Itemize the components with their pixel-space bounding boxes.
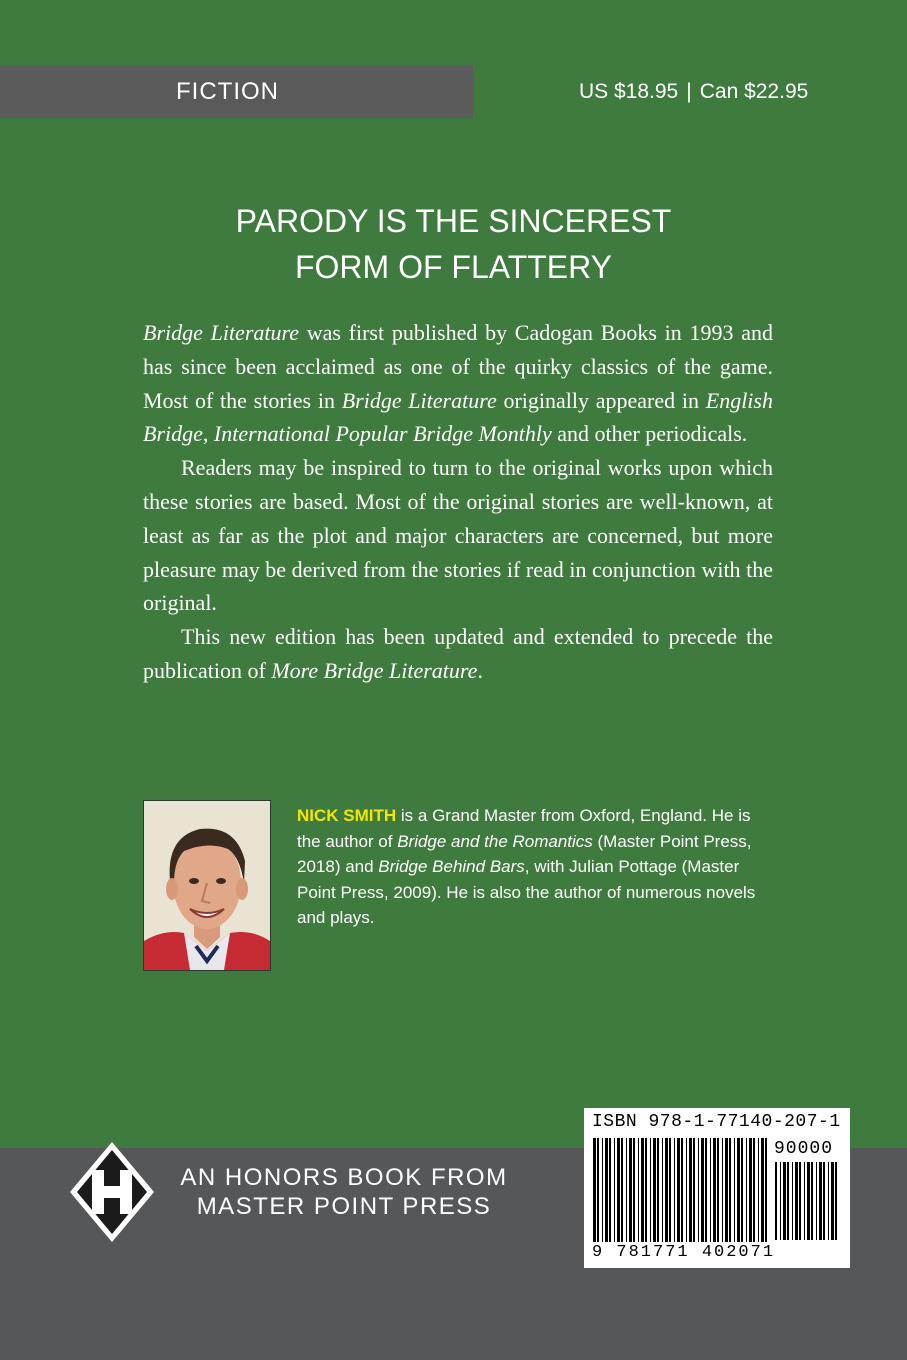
author-photo bbox=[143, 800, 271, 971]
book-title-ref: More Bridge Literature bbox=[271, 657, 478, 683]
periodical-ref: International Popular Bridge Monthly bbox=[213, 421, 552, 447]
blurb-paragraph-2: Readers may be inspired to turn to the original works upon which these stories are based. Most of the original stories are well-known, at least as far as the plot and major characters are concerned, but more pleasure may be derived from the stories if read in conjunction with the original. bbox=[143, 455, 773, 616]
isbn-number: ISBN 978-1-77140-207-1 bbox=[592, 1112, 841, 1132]
author-name: NICK SMITH bbox=[297, 806, 397, 825]
price-line bbox=[579, 80, 808, 104]
book-title-ref: Bridge Behind Bars bbox=[378, 857, 525, 876]
price-us: US $18.95 bbox=[579, 80, 679, 103]
publisher-line-2: MASTER POINT PRESS bbox=[196, 1193, 492, 1220]
honors-logo-icon bbox=[70, 1142, 154, 1242]
headline bbox=[0, 198, 907, 290]
publisher-line-1: AN HONORS BOOK FROM bbox=[180, 1164, 508, 1191]
price-separator: | bbox=[686, 80, 692, 103]
isbn-barcode bbox=[584, 1108, 850, 1268]
addon-code: 90000 bbox=[774, 1139, 834, 1159]
book-title-ref: Bridge Literature bbox=[341, 387, 497, 413]
publisher-credit bbox=[166, 1163, 522, 1221]
periodical-ref: English Bridge bbox=[143, 387, 773, 447]
book-title-ref: Bridge Literature bbox=[143, 320, 300, 345]
book-title-ref: Bridge and the Romantics bbox=[397, 831, 593, 851]
author-portrait-image bbox=[144, 801, 270, 970]
headline-line-1: PARODY IS THE SINCEREST bbox=[235, 203, 672, 239]
ean-barcode-bars bbox=[592, 1138, 768, 1242]
blurb-paragraph-1: Bridge Literature was first published by Cadogan Books in 1993 and has since been acclaimed as one of the quirky classics of the game. Most of the stories in Bridge Literature originally appeared in English Bridge, International Popular Bridge Monthly and other periodicals. bbox=[143, 320, 773, 447]
price-can: Can $22.95 bbox=[699, 80, 809, 103]
genre-label: FICTION bbox=[176, 78, 279, 105]
author-bio: NICK SMITH is a Grand Master from Oxford, England. He is the author of Bridge and the Romantics (Master Point Press, 2018) and Bridge Behind Bars, with Julian Pottage (Master Point Press, 2009). He is also the author of numerous novels and plays. bbox=[297, 806, 756, 927]
ean-digits: 9 781771 402071 bbox=[592, 1243, 776, 1262]
back-cover-blurb bbox=[143, 316, 773, 688]
headline-line-2: FORM OF FLATTERY bbox=[294, 249, 613, 285]
addon-barcode-bars bbox=[774, 1162, 840, 1240]
blurb-paragraph-3: This new edition has been updated and extended to precede the publication of More Bridge Literature. bbox=[143, 624, 773, 683]
